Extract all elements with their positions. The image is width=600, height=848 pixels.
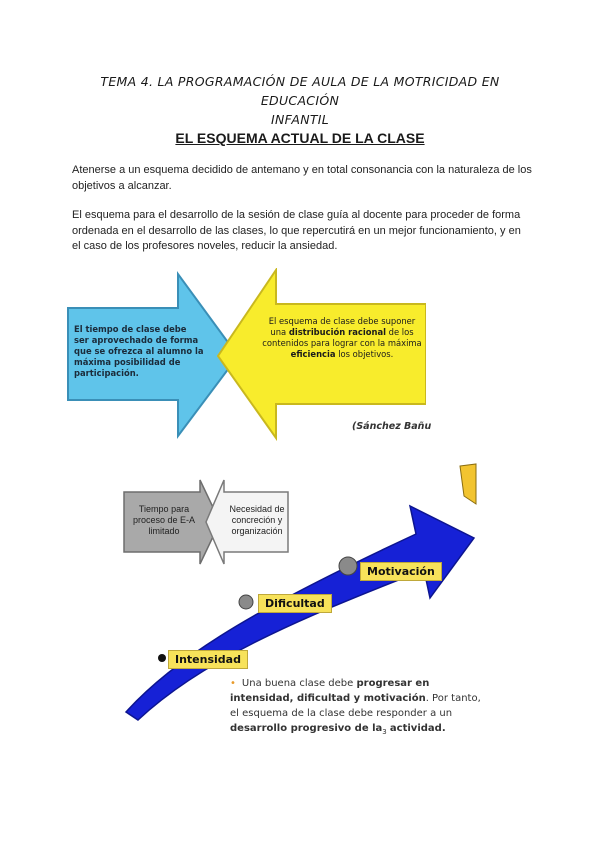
bullet-bold1: progresar en intensidad, dificultad y motivación [230, 678, 430, 704]
yellow-text-bold1: distribución racional [288, 327, 386, 337]
gray-arrow-left-text: Tiempo para proceso de E-A limitado [132, 504, 196, 536]
bullet-text [230, 676, 485, 740]
bullet-part2: . Por tanto, el esquema de la clase debe responder a un [230, 693, 481, 719]
yellow-arrow-text [262, 316, 422, 360]
tag-dificultad: Dificultad [258, 594, 332, 613]
gray-arrow-right-text: Necesidad de concreción y organización [229, 504, 285, 536]
marker-dot-mid [239, 595, 253, 609]
citation: (Sánchez Bañu [352, 421, 432, 432]
yellow-decoration-shape [460, 464, 476, 504]
yellow-text-part1: El esquema de clase debe suponer una [268, 316, 416, 337]
topic-title-line1: TEMA 4. LA PROGRAMACIÓN DE AULA DE LA MOTRICIDAD EN EDUCACIÓN [100, 74, 500, 108]
paragraph-1: Atenerse a un esquema decidido de antemano y en total consonancia con la naturaleza de los objetivos a alcanzar. [72, 164, 532, 192]
bullet-part1: Una buena clase debe [241, 678, 357, 689]
yellow-text-part3: los objetivos. [335, 349, 394, 359]
bullet-bold2: desarrollo progresivo de la [230, 723, 383, 734]
yellow-text-bold2: eficiencia [290, 349, 336, 359]
tag-motivacion: Motivación [360, 562, 442, 581]
topic-title-line2: INFANTIL [270, 112, 330, 127]
marker-dot-high [339, 557, 357, 575]
yellow-text-part2: de los contenidos para lograr con la máxima [262, 327, 422, 348]
section-title: EL ESQUEMA ACTUAL DE LA CLASE [175, 130, 425, 146]
topic-title [60, 72, 540, 129]
bullet-bold3: actividad. [389, 723, 446, 734]
marker-dot-low [158, 654, 166, 662]
paragraph-2: El esquema para el desarrollo de la sesión de clase guía al docente para proceder de forma ordenada en el desarrollo de las clases, lo que repercutirá en un mejor funcionamiento, y en el caso de los profesores noveles, reducir la ansiedad. [72, 209, 521, 252]
blue-arrow-text: El tiempo de clase debe ser aprovechado de forma que se ofrezca al alumno la máxima posibilidad de participación. [74, 324, 204, 378]
tag-intensidad: Intensidad [168, 650, 248, 669]
bullet-dot-icon: • [230, 678, 236, 689]
bullet-subscript: 3 [382, 728, 387, 736]
